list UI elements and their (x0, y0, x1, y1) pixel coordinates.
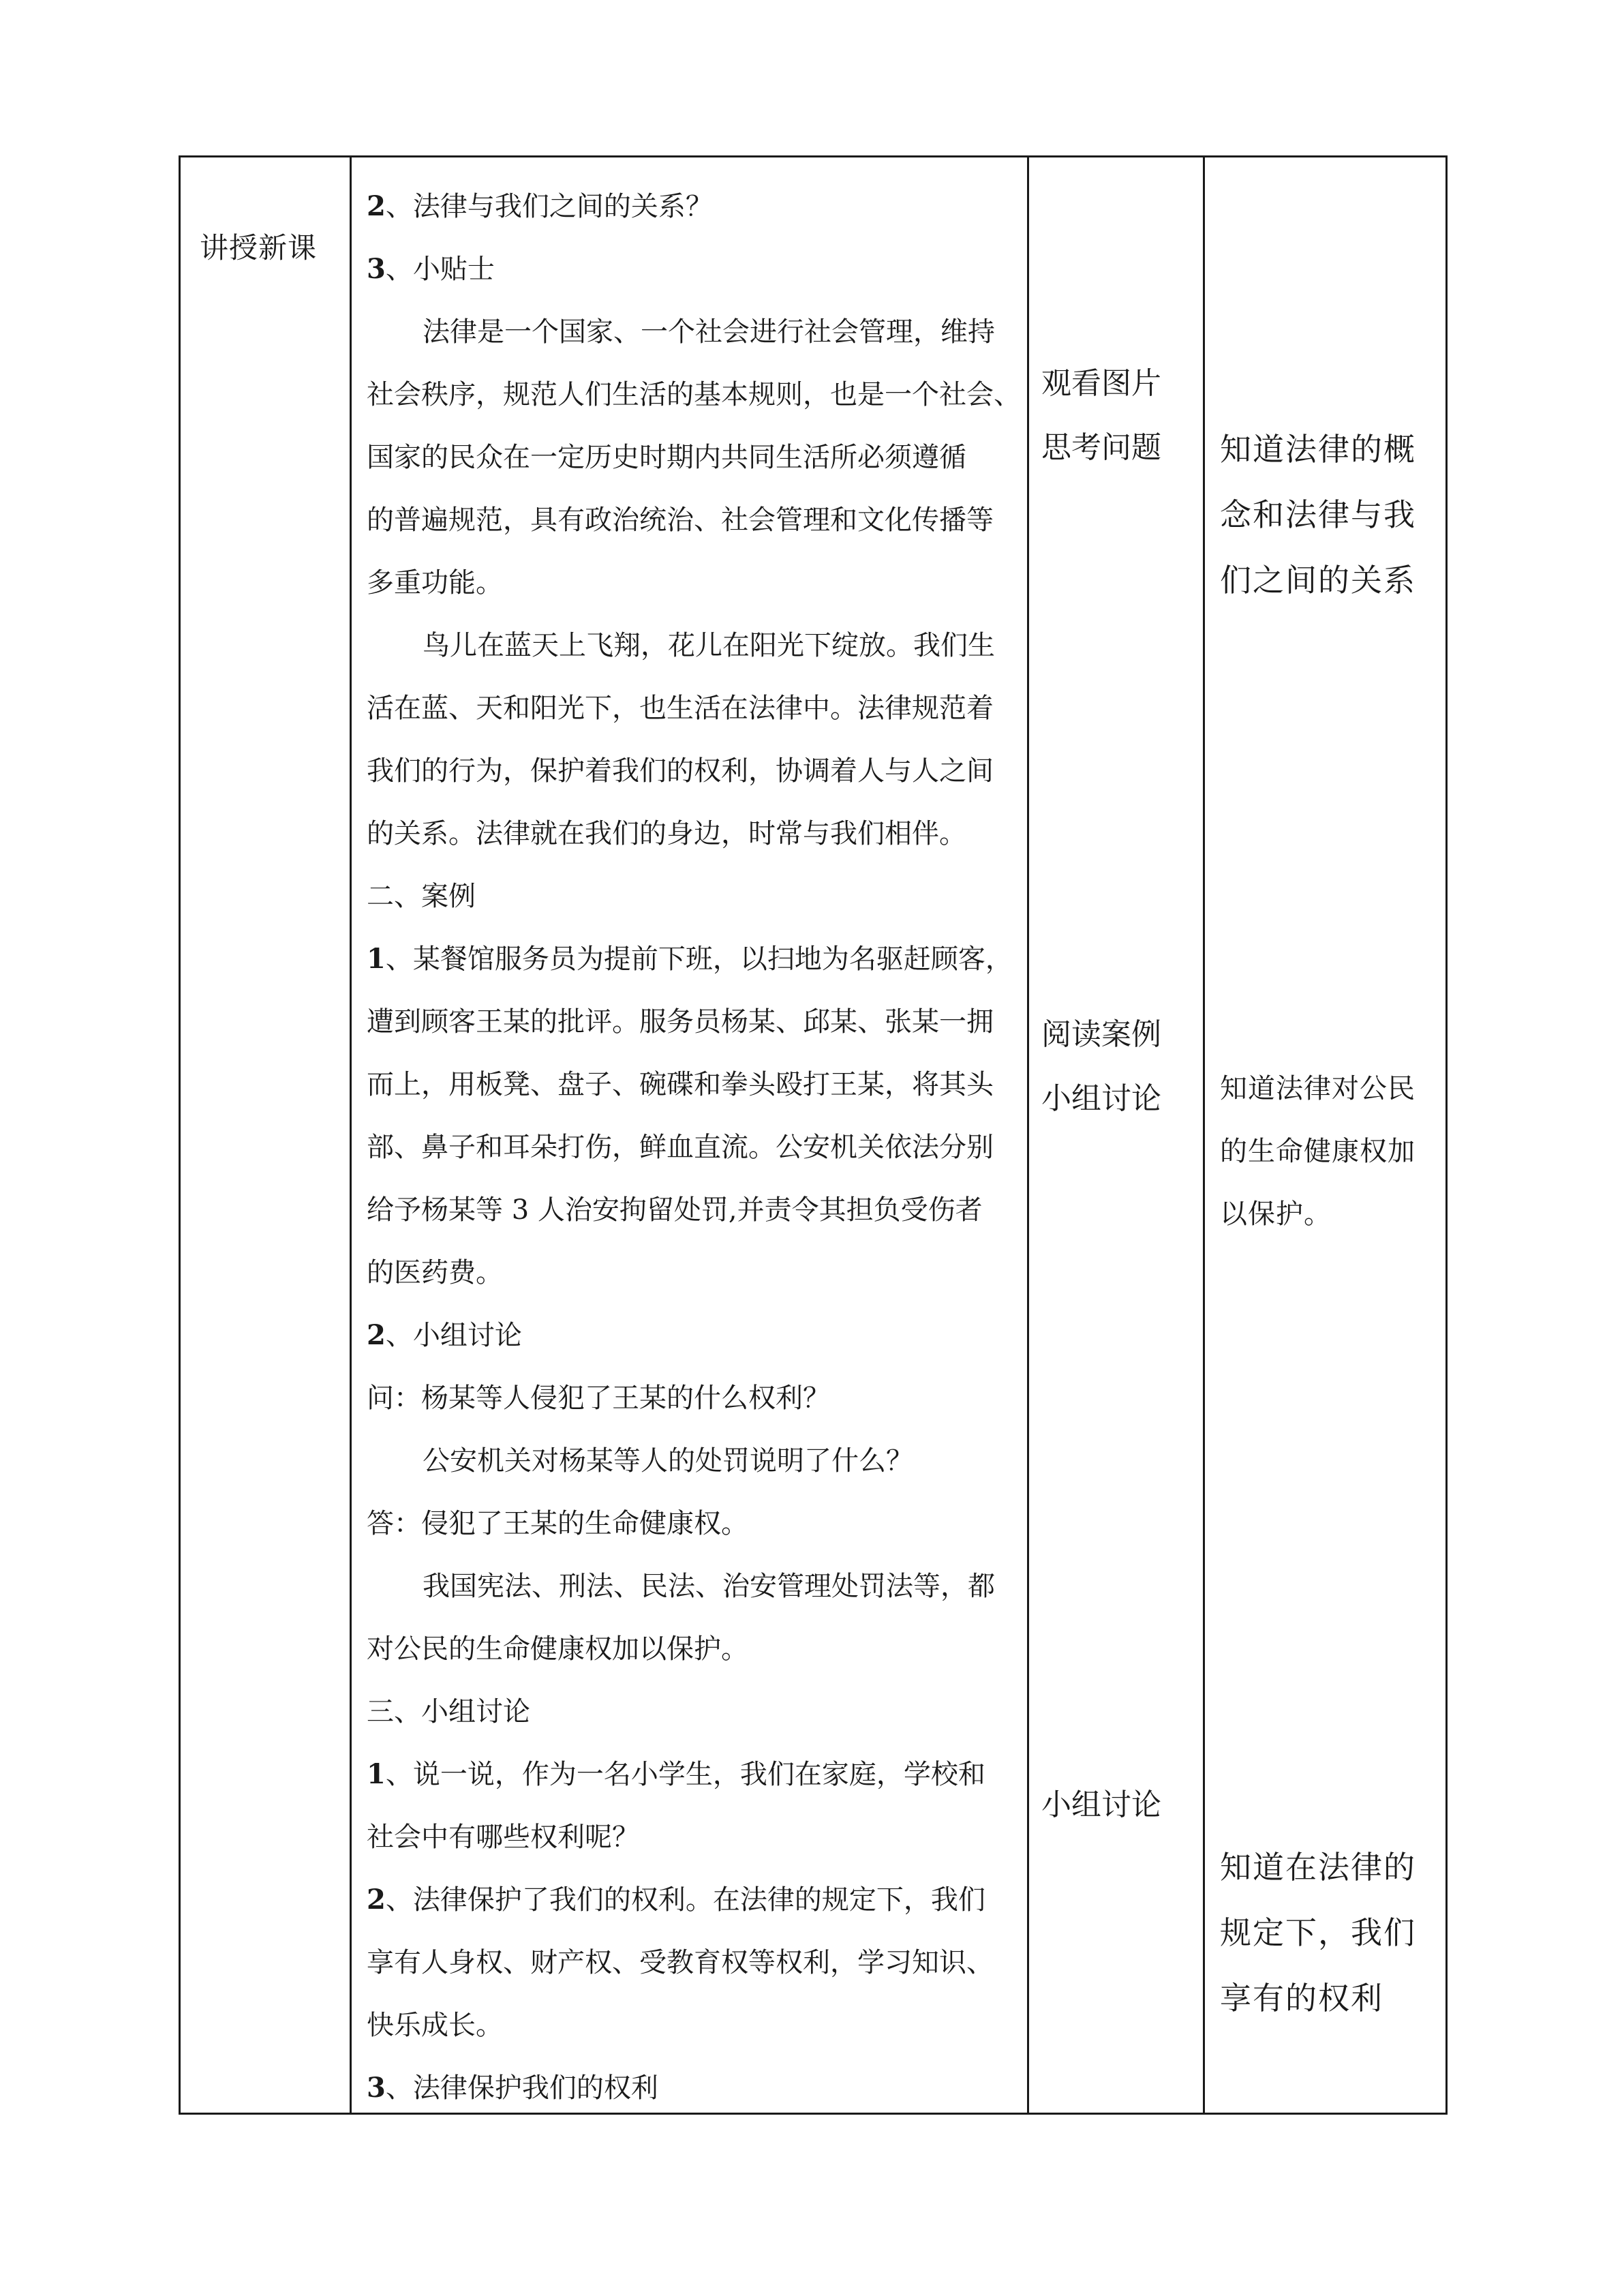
line-text: 快乐成长。 (367, 2010, 503, 2041)
content-line (367, 928, 1017, 991)
content-line (367, 1179, 1017, 1241)
content-line (367, 1931, 1017, 1994)
activity-cell (1029, 157, 1203, 2113)
line-text: 给予杨某等 3 人治安拘留处罚,并责令其担负受伤者 (367, 1194, 983, 1226)
line-text: 遭到顾客王某的批评。服务员杨某、邱某、张某一拥 (367, 1006, 994, 1038)
content-line (367, 614, 1017, 677)
line-text: 、某餐馆服务员为提前下班，以扫地为名驱赶顾客， (385, 943, 1013, 975)
goal-cell (1205, 157, 1448, 2113)
content-line (367, 238, 1017, 301)
line-text: 我国宪法、刑法、民法、治安管理处罚法等，都 (423, 1571, 995, 1602)
goal-block (1220, 1834, 1438, 2031)
activity-line: 阅读案例 (1041, 1017, 1161, 1052)
goal-line: 们之间的关系 (1220, 562, 1416, 599)
content-line (367, 802, 1017, 865)
line-text: 活在蓝、天和阳光下，也生活在法律中。法律规范着 (367, 693, 994, 724)
line-text: 我们的行为，保护着我们的权利，协调着人与人之间 (367, 755, 994, 787)
goal-line: 规定下，我们 (1220, 1914, 1416, 1951)
item-number: 2 (367, 1319, 386, 1351)
content-line (367, 1367, 1017, 1430)
content-line (367, 363, 1021, 426)
content-line (367, 426, 1017, 489)
goal-block (1220, 417, 1438, 613)
line-text: 社会秩序，规范人们生活的基本规则，也是一个社会、 (367, 379, 1021, 410)
content-line (367, 865, 1017, 928)
item-number: 3 (367, 253, 386, 285)
line-text: 问：杨某等人侵犯了王某的什么权利？ (367, 1383, 830, 1414)
item-number: 1 (367, 943, 386, 975)
lesson-table (179, 155, 1448, 2115)
content-line (367, 1618, 1017, 1680)
content-line (367, 301, 1017, 363)
content-line (367, 1053, 1017, 1116)
content-cell (352, 157, 1027, 2113)
line-text: 而上，用板凳、盘子、碗碟和拳头殴打王某，将其头 (367, 1069, 994, 1100)
activity-line: 小组讨论 (1041, 1787, 1161, 1822)
line-text: 社会中有哪些权利呢？ (367, 1822, 639, 1853)
content-line (367, 1555, 1017, 1618)
activity-block (1041, 1773, 1161, 1837)
activity-block (1041, 1003, 1161, 1131)
section-cell (181, 157, 350, 2113)
line-text: 、法律与我们之间的关系？ (385, 191, 713, 222)
line-text: 部、鼻子和耳朵打伤，鲜血直流。公安机关依法分别 (367, 1132, 994, 1163)
activity-line: 思考问题 (1041, 430, 1161, 465)
item-number: 1 (367, 1758, 386, 1790)
goal-line: 知道在法律的 (1220, 1849, 1416, 1886)
activity-line: 观看图片 (1041, 366, 1161, 401)
line-text: 答：侵犯了王某的生命健康权。 (367, 1508, 748, 1539)
line-text: 、法律保护我们的权利 (385, 2072, 658, 2104)
line-text: 多重功能。 (367, 567, 503, 599)
goal-line: 享有的权利 (1220, 1980, 1383, 2016)
goal-line: 以保护。 (1220, 1198, 1332, 1230)
line-text: 鸟儿在蓝天上飞翔，花儿在阳光下绽放。我们生 (423, 630, 995, 661)
goal-line: 的生命健康权加 (1220, 1136, 1416, 1167)
line-text: 享有人身权、财产权、受教育权等权利，学习知识、 (367, 1947, 994, 1978)
content-line (367, 2057, 1017, 2119)
line-text: 对公民的生命健康权加以保护。 (367, 1633, 748, 1665)
goal-line: 知道法律的概 (1220, 431, 1416, 468)
content-line (367, 1680, 1017, 1743)
content-body (367, 175, 1021, 2119)
goal-line: 知道法律对公民 (1220, 1073, 1416, 1104)
item-number: 2 (367, 1884, 386, 1916)
item-number: 2 (367, 190, 386, 222)
content-line (367, 740, 1017, 802)
line-text: 、小贴士 (385, 254, 495, 285)
content-line (367, 991, 1017, 1053)
item-number: 3 (367, 2072, 386, 2104)
content-line (367, 1743, 1017, 1806)
line-text: 、法律保护了我们的权利。在法律的规定下，我们 (385, 1884, 985, 1916)
activity-line: 小组讨论 (1041, 1081, 1161, 1116)
content-line (367, 552, 1017, 614)
content-line (367, 1869, 1017, 1931)
line-text: 法律是一个国家、一个社会进行社会管理，维持 (423, 316, 995, 348)
content-line (367, 677, 1017, 740)
content-line (367, 1806, 1017, 1869)
content-line (367, 1241, 1017, 1304)
line-text: 公安机关对杨某等人的处罚说明了什么？ (423, 1445, 913, 1477)
content-line (367, 1116, 1017, 1179)
line-text: 二、案例 (367, 881, 476, 912)
goal-line: 念和法律与我 (1220, 496, 1416, 533)
line-text: 国家的民众在一定历史时期内共同生活所必须遵循 (367, 442, 966, 473)
line-text: 的关系。法律就在我们的身边，时常与我们相伴。 (367, 818, 966, 849)
content-line (367, 175, 1017, 238)
line-text: 的医药费。 (367, 1257, 503, 1288)
line-text: 、小组讨论 (385, 1320, 522, 1351)
content-line (367, 1304, 1017, 1367)
line-text: 三、小组讨论 (367, 1696, 530, 1727)
line-text: 的普遍规范，具有政治统治、社会管理和文化传播等 (367, 504, 994, 536)
goal-block (1220, 1057, 1438, 1245)
line-text: 、说一说，作为一名小学生，我们在家庭，学校和 (385, 1759, 985, 1790)
content-line (367, 1994, 1017, 2057)
section-label: 讲授新课 (200, 231, 318, 265)
content-line (367, 489, 1017, 552)
content-line (367, 1430, 1017, 1492)
content-line (367, 1492, 1017, 1555)
activity-block (1041, 352, 1161, 480)
